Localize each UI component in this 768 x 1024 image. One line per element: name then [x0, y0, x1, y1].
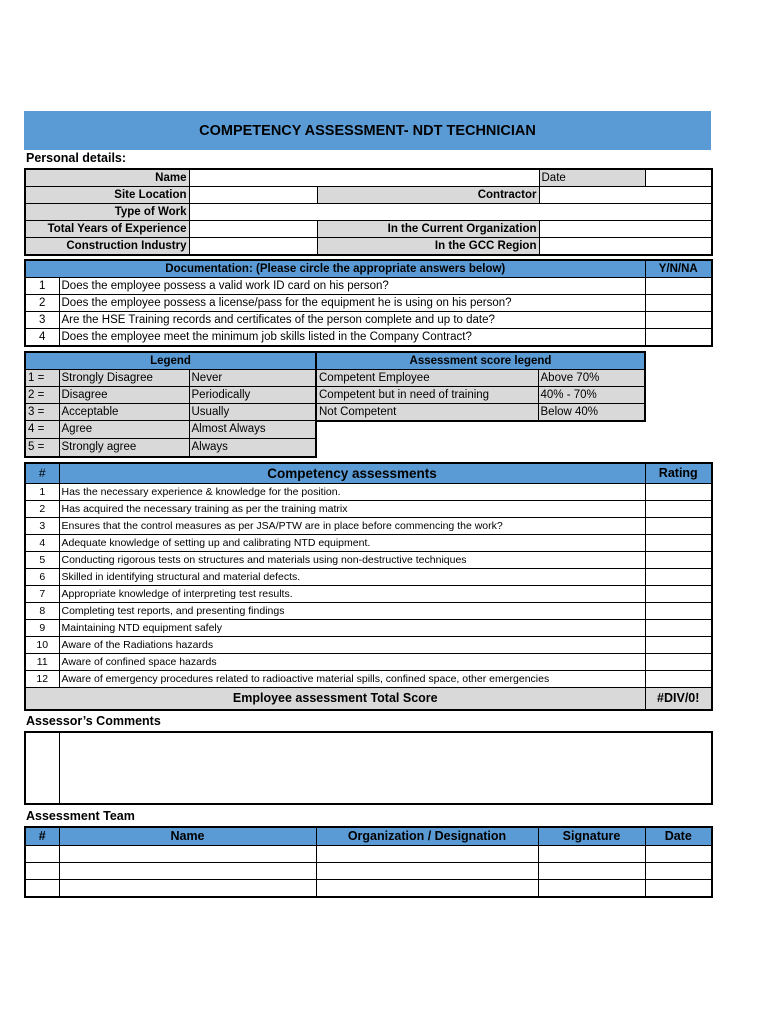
team-name-cell[interactable] — [59, 863, 316, 880]
page-title: COMPETENCY ASSESSMENT- NDT TECHNICIAN — [24, 111, 711, 150]
team-name-header: Name — [59, 827, 316, 846]
site-location-label: Site Location — [25, 187, 189, 204]
team-num-cell — [25, 863, 59, 880]
legend-table — [24, 351, 317, 458]
gcc-field[interactable] — [539, 238, 712, 256]
competency-text: Aware of confined space hazards — [59, 654, 645, 671]
rating-field[interactable] — [645, 484, 712, 501]
team-name-cell[interactable] — [59, 846, 316, 863]
legend-frequency: Periodically — [189, 387, 316, 404]
score-legend-row — [316, 387, 645, 404]
site-location-field[interactable] — [189, 187, 317, 204]
team-date-cell[interactable] — [645, 846, 712, 863]
doc-row — [25, 329, 712, 347]
competency-text: Appropriate knowledge of interpreting test results. — [59, 586, 645, 603]
competency-text: Aware of emergency procedures related to radioactive material spills, confined space, other emergencies — [59, 671, 645, 688]
gcc-label: In the GCC Region — [317, 238, 539, 256]
competency-row — [25, 569, 712, 586]
rating-field[interactable] — [645, 620, 712, 637]
competency-num: 7 — [25, 586, 59, 603]
team-signature-header: Signature — [538, 827, 645, 846]
competency-text: Maintaining NTD equipment safely — [59, 620, 645, 637]
competency-num: 2 — [25, 501, 59, 518]
team-num-header: # — [25, 827, 59, 846]
score-label: Not Competent — [316, 404, 538, 422]
legend-frequency: Always — [189, 439, 316, 458]
legend-agreement: Strongly Disagree — [59, 370, 189, 387]
rating-field[interactable] — [645, 518, 712, 535]
score-legend-header: Assessment score legend — [316, 352, 645, 370]
competency-num: 6 — [25, 569, 59, 586]
team-heading: Assessment Team — [26, 809, 135, 823]
competency-num: 9 — [25, 620, 59, 637]
rating-field[interactable] — [645, 603, 712, 620]
team-num-cell — [25, 846, 59, 863]
competency-row — [25, 501, 712, 518]
competency-text: Has acquired the necessary training as per the training matrix — [59, 501, 645, 518]
competency-row — [25, 586, 712, 603]
team-num-cell — [25, 880, 59, 898]
comments-heading: Assessor’s Comments — [26, 714, 161, 728]
competency-row — [25, 603, 712, 620]
comments-box — [24, 731, 713, 805]
score-label: Competent but in need of training — [316, 387, 538, 404]
legend-code: 1 = — [25, 370, 59, 387]
construction-label: Construction Industry — [25, 238, 189, 256]
competency-num: 4 — [25, 535, 59, 552]
legend-agreement: Acceptable — [59, 404, 189, 421]
type-of-work-field[interactable] — [189, 204, 712, 221]
team-signature-cell[interactable] — [538, 863, 645, 880]
legend-row — [25, 439, 316, 458]
contractor-field[interactable] — [539, 187, 712, 204]
team-date-header: Date — [645, 827, 712, 846]
legend-row — [25, 404, 316, 421]
competency-text: Adequate knowledge of setting up and calibrating NTD equipment. — [59, 535, 645, 552]
date-field[interactable] — [645, 169, 712, 187]
legend-frequency: Almost Always — [189, 421, 316, 439]
yn-header: Y/N/NA — [645, 260, 712, 278]
team-org-cell[interactable] — [316, 863, 538, 880]
total-score-value: #DIV/0! — [645, 688, 712, 711]
competency-row — [25, 654, 712, 671]
competency-num: 5 — [25, 552, 59, 569]
contractor-label: Contractor — [317, 187, 539, 204]
legend-row — [25, 421, 316, 439]
competency-text: Skilled in identifying structural and material defects. — [59, 569, 645, 586]
total-score-label: Employee assessment Total Score — [25, 688, 645, 711]
doc-answer[interactable] — [645, 295, 712, 312]
team-date-cell[interactable] — [645, 880, 712, 898]
competency-row — [25, 671, 712, 688]
legend-code: 5 = — [25, 439, 59, 458]
team-org-header: Organization / Designation — [316, 827, 538, 846]
competency-num: 11 — [25, 654, 59, 671]
doc-row — [25, 312, 712, 329]
competency-num: 10 — [25, 637, 59, 654]
team-signature-cell[interactable] — [538, 880, 645, 898]
competency-text: Conducting rigorous tests on structures and materials using non-destructive techniques — [59, 552, 645, 569]
current-org-field[interactable] — [539, 221, 712, 238]
team-row — [25, 846, 712, 863]
score-range: Above 70% — [538, 370, 645, 387]
score-label: Competent Employee — [316, 370, 538, 387]
personal-details-table — [24, 168, 713, 256]
team-name-cell[interactable] — [59, 880, 316, 898]
competency-row — [25, 518, 712, 535]
team-org-cell[interactable] — [316, 846, 538, 863]
team-org-cell[interactable] — [316, 880, 538, 898]
doc-row — [25, 278, 712, 295]
competency-num-header: # — [25, 463, 59, 484]
rating-field[interactable] — [645, 654, 712, 671]
rating-field[interactable] — [645, 535, 712, 552]
legend-row — [25, 387, 316, 404]
date-label: Date — [539, 169, 645, 187]
team-row — [25, 863, 712, 880]
doc-num: 2 — [25, 295, 59, 312]
score-range: 40% - 70% — [538, 387, 645, 404]
team-row — [25, 880, 712, 898]
current-org-label: In the Current Organization — [317, 221, 539, 238]
total-years-label: Total Years of Experience — [25, 221, 189, 238]
doc-question: Does the employee meet the minimum job skills listed in the Company Contract? — [59, 329, 645, 347]
construction-field[interactable] — [189, 238, 317, 256]
competency-text: Completing test reports, and presenting findings — [59, 603, 645, 620]
doc-question: Does the employee possess a license/pass for the equipment he is using on his person? — [59, 295, 645, 312]
competency-text: Has the necessary experience & knowledge for the position. — [59, 484, 645, 501]
name-field[interactable] — [189, 169, 539, 187]
legend-agreement: Disagree — [59, 387, 189, 404]
legend-header: Legend — [25, 352, 316, 370]
competency-text: Ensures that the control measures as per JSA/PTW are in place before commencing the work? — [59, 518, 645, 535]
legend-frequency: Usually — [189, 404, 316, 421]
competency-row — [25, 620, 712, 637]
doc-num: 3 — [25, 312, 59, 329]
rating-field[interactable] — [645, 637, 712, 654]
name-label: Name — [25, 169, 189, 187]
team-table — [24, 826, 713, 898]
rating-field[interactable] — [645, 501, 712, 518]
legend-row — [25, 370, 316, 387]
legend-code: 2 = — [25, 387, 59, 404]
competency-row — [25, 484, 712, 501]
team-date-cell[interactable] — [645, 863, 712, 880]
competency-row — [25, 552, 712, 569]
competency-num: 3 — [25, 518, 59, 535]
doc-answer[interactable] — [645, 329, 712, 347]
score-range: Below 40% — [538, 404, 645, 422]
competency-row — [25, 637, 712, 654]
legend-code: 4 = — [25, 421, 59, 439]
comments-margin — [25, 732, 59, 804]
total-years-field[interactable] — [189, 221, 317, 238]
doc-num: 4 — [25, 329, 59, 347]
doc-question: Are the HSE Training records and certificates of the person complete and up to date? — [59, 312, 645, 329]
doc-row — [25, 295, 712, 312]
score-legend-row — [316, 404, 645, 422]
doc-answer[interactable] — [645, 312, 712, 329]
competency-row — [25, 535, 712, 552]
legend-code: 3 = — [25, 404, 59, 421]
documentation-table — [24, 259, 713, 347]
rating-field[interactable] — [645, 552, 712, 569]
doc-num: 1 — [25, 278, 59, 295]
team-signature-cell[interactable] — [538, 846, 645, 863]
competency-table — [24, 462, 713, 711]
rating-field[interactable] — [645, 671, 712, 688]
rating-field[interactable] — [645, 586, 712, 603]
doc-answer[interactable] — [645, 278, 712, 295]
rating-field[interactable] — [645, 569, 712, 586]
competency-text: Aware of the Radiations hazards — [59, 637, 645, 654]
legend-agreement: Agree — [59, 421, 189, 439]
comments-field[interactable] — [59, 732, 712, 804]
competency-header: Competency assessments — [59, 463, 645, 484]
competency-num: 12 — [25, 671, 59, 688]
documentation-header: Documentation: (Please circle the appropriate answers below) — [25, 260, 645, 278]
doc-question: Does the employee possess a valid work ID card on his person? — [59, 278, 645, 295]
personal-details-heading: Personal details: — [26, 151, 127, 165]
score-legend-table — [315, 351, 646, 422]
type-of-work-label: Type of Work — [25, 204, 189, 221]
score-legend-row — [316, 370, 645, 387]
legend-agreement: Strongly agree — [59, 439, 189, 458]
competency-num: 8 — [25, 603, 59, 620]
legend-frequency: Never — [189, 370, 316, 387]
rating-header: Rating — [645, 463, 712, 484]
competency-num: 1 — [25, 484, 59, 501]
